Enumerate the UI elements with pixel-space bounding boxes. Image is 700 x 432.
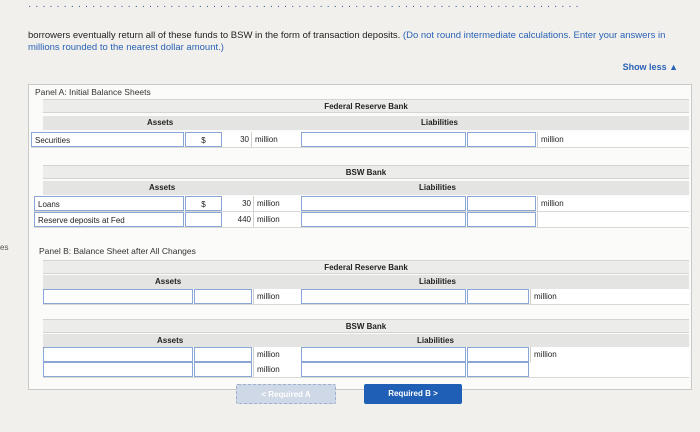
assets-label: Assets	[147, 118, 174, 127]
liability-name-field[interactable]	[301, 347, 466, 362]
currency-cell: $	[185, 196, 222, 211]
liability-name-field[interactable]	[301, 196, 466, 211]
panel-b-fed-title: Federal Reserve Bank	[43, 260, 689, 274]
liability-name-field[interactable]	[301, 362, 466, 377]
unit-label: million	[537, 196, 593, 211]
panel-b-bsw-header	[43, 334, 689, 348]
table-row	[43, 289, 689, 305]
show-less-link[interactable]: Show less ▲	[622, 62, 678, 72]
panel-b-title: Panel B: Balance Sheet after All Changes	[39, 246, 196, 256]
unit-label: million	[537, 132, 593, 147]
asset-name-field[interactable]	[43, 289, 193, 304]
liabilities-label: Liabilities	[419, 277, 456, 286]
assets-label: Assets	[155, 277, 182, 286]
required-a-button[interactable]: < Required A	[236, 384, 336, 404]
asset-value: 30	[240, 135, 249, 144]
required-b-button[interactable]: Required B >	[364, 384, 462, 404]
table-row	[31, 132, 689, 148]
asset-name-field[interactable]: Reserve deposits at Fed	[34, 212, 184, 227]
panel-a-bsw-header	[43, 181, 689, 195]
balance-sheet-panel	[28, 84, 692, 390]
assets-label: Assets	[149, 183, 176, 192]
asset-value-field[interactable]	[194, 347, 252, 362]
question-line: borrowers eventually return all of these funds to BSW in the form of transaction deposits.	[28, 30, 401, 41]
unit-label: million	[253, 289, 299, 304]
unit-label	[537, 212, 593, 227]
panel-a-bsw-title: BSW Bank	[43, 165, 689, 179]
unit-label: million	[253, 196, 299, 211]
panel-b-fed-header	[43, 275, 689, 289]
asset-value: 440	[237, 215, 251, 224]
liability-value-field[interactable]	[467, 347, 529, 362]
unit-label: million	[253, 362, 299, 377]
panel-a-fed-title: Federal Reserve Bank	[43, 99, 689, 113]
side-tab: es	[0, 243, 9, 252]
liability-name-field[interactable]	[301, 212, 466, 227]
unit-label: million	[530, 289, 586, 304]
asset-value: 30	[242, 199, 251, 208]
table-row	[43, 362, 689, 378]
assets-label: Assets	[157, 336, 184, 345]
currency-cell: $	[185, 132, 222, 147]
panel-a-title: Panel A: Initial Balance Sheets	[35, 87, 151, 97]
liabilities-label: Liabilities	[419, 183, 456, 192]
panel-a-fed-header	[43, 116, 689, 130]
liability-value-field[interactable]	[467, 212, 536, 227]
table-row	[43, 347, 689, 363]
liability-value-field[interactable]	[467, 196, 536, 211]
asset-value-field[interactable]	[194, 362, 252, 377]
liability-name-field[interactable]	[301, 132, 466, 147]
liability-value-field[interactable]	[467, 289, 529, 304]
question-note: (Do not round intermediate calculations. Enter your answers in millions rounded to the nearest dollar amount.)	[28, 30, 666, 53]
table-row	[34, 196, 689, 212]
cut-off-text: · · · · · · · · · · · · · · · · · · · · · · · · · · · · · · · · · · · · · · · · · · · · · · · · · · · · · · · · · · · · · · · · · · · · · · · · · · · · · ·	[28, 1, 580, 12]
asset-name-field[interactable]	[43, 347, 193, 362]
liability-value-field[interactable]	[467, 362, 529, 377]
panel-b-bsw-title: BSW Bank	[43, 319, 689, 333]
table-row	[34, 212, 689, 228]
asset-value-field[interactable]	[194, 289, 252, 304]
asset-name-field[interactable]	[43, 362, 193, 377]
liability-name-field[interactable]	[301, 289, 466, 304]
asset-name-field[interactable]: Securities	[31, 132, 184, 147]
liabilities-label: Liabilities	[417, 336, 454, 345]
liability-value-field[interactable]	[467, 132, 536, 147]
asset-name-field[interactable]: Loans	[34, 196, 184, 211]
unit-label: million	[530, 347, 586, 362]
unit-label: million	[253, 347, 299, 362]
question-text	[28, 30, 688, 54]
currency-cell	[185, 212, 222, 227]
unit-label: million	[251, 132, 299, 147]
liabilities-label: Liabilities	[421, 118, 458, 127]
unit-label: million	[253, 212, 299, 227]
